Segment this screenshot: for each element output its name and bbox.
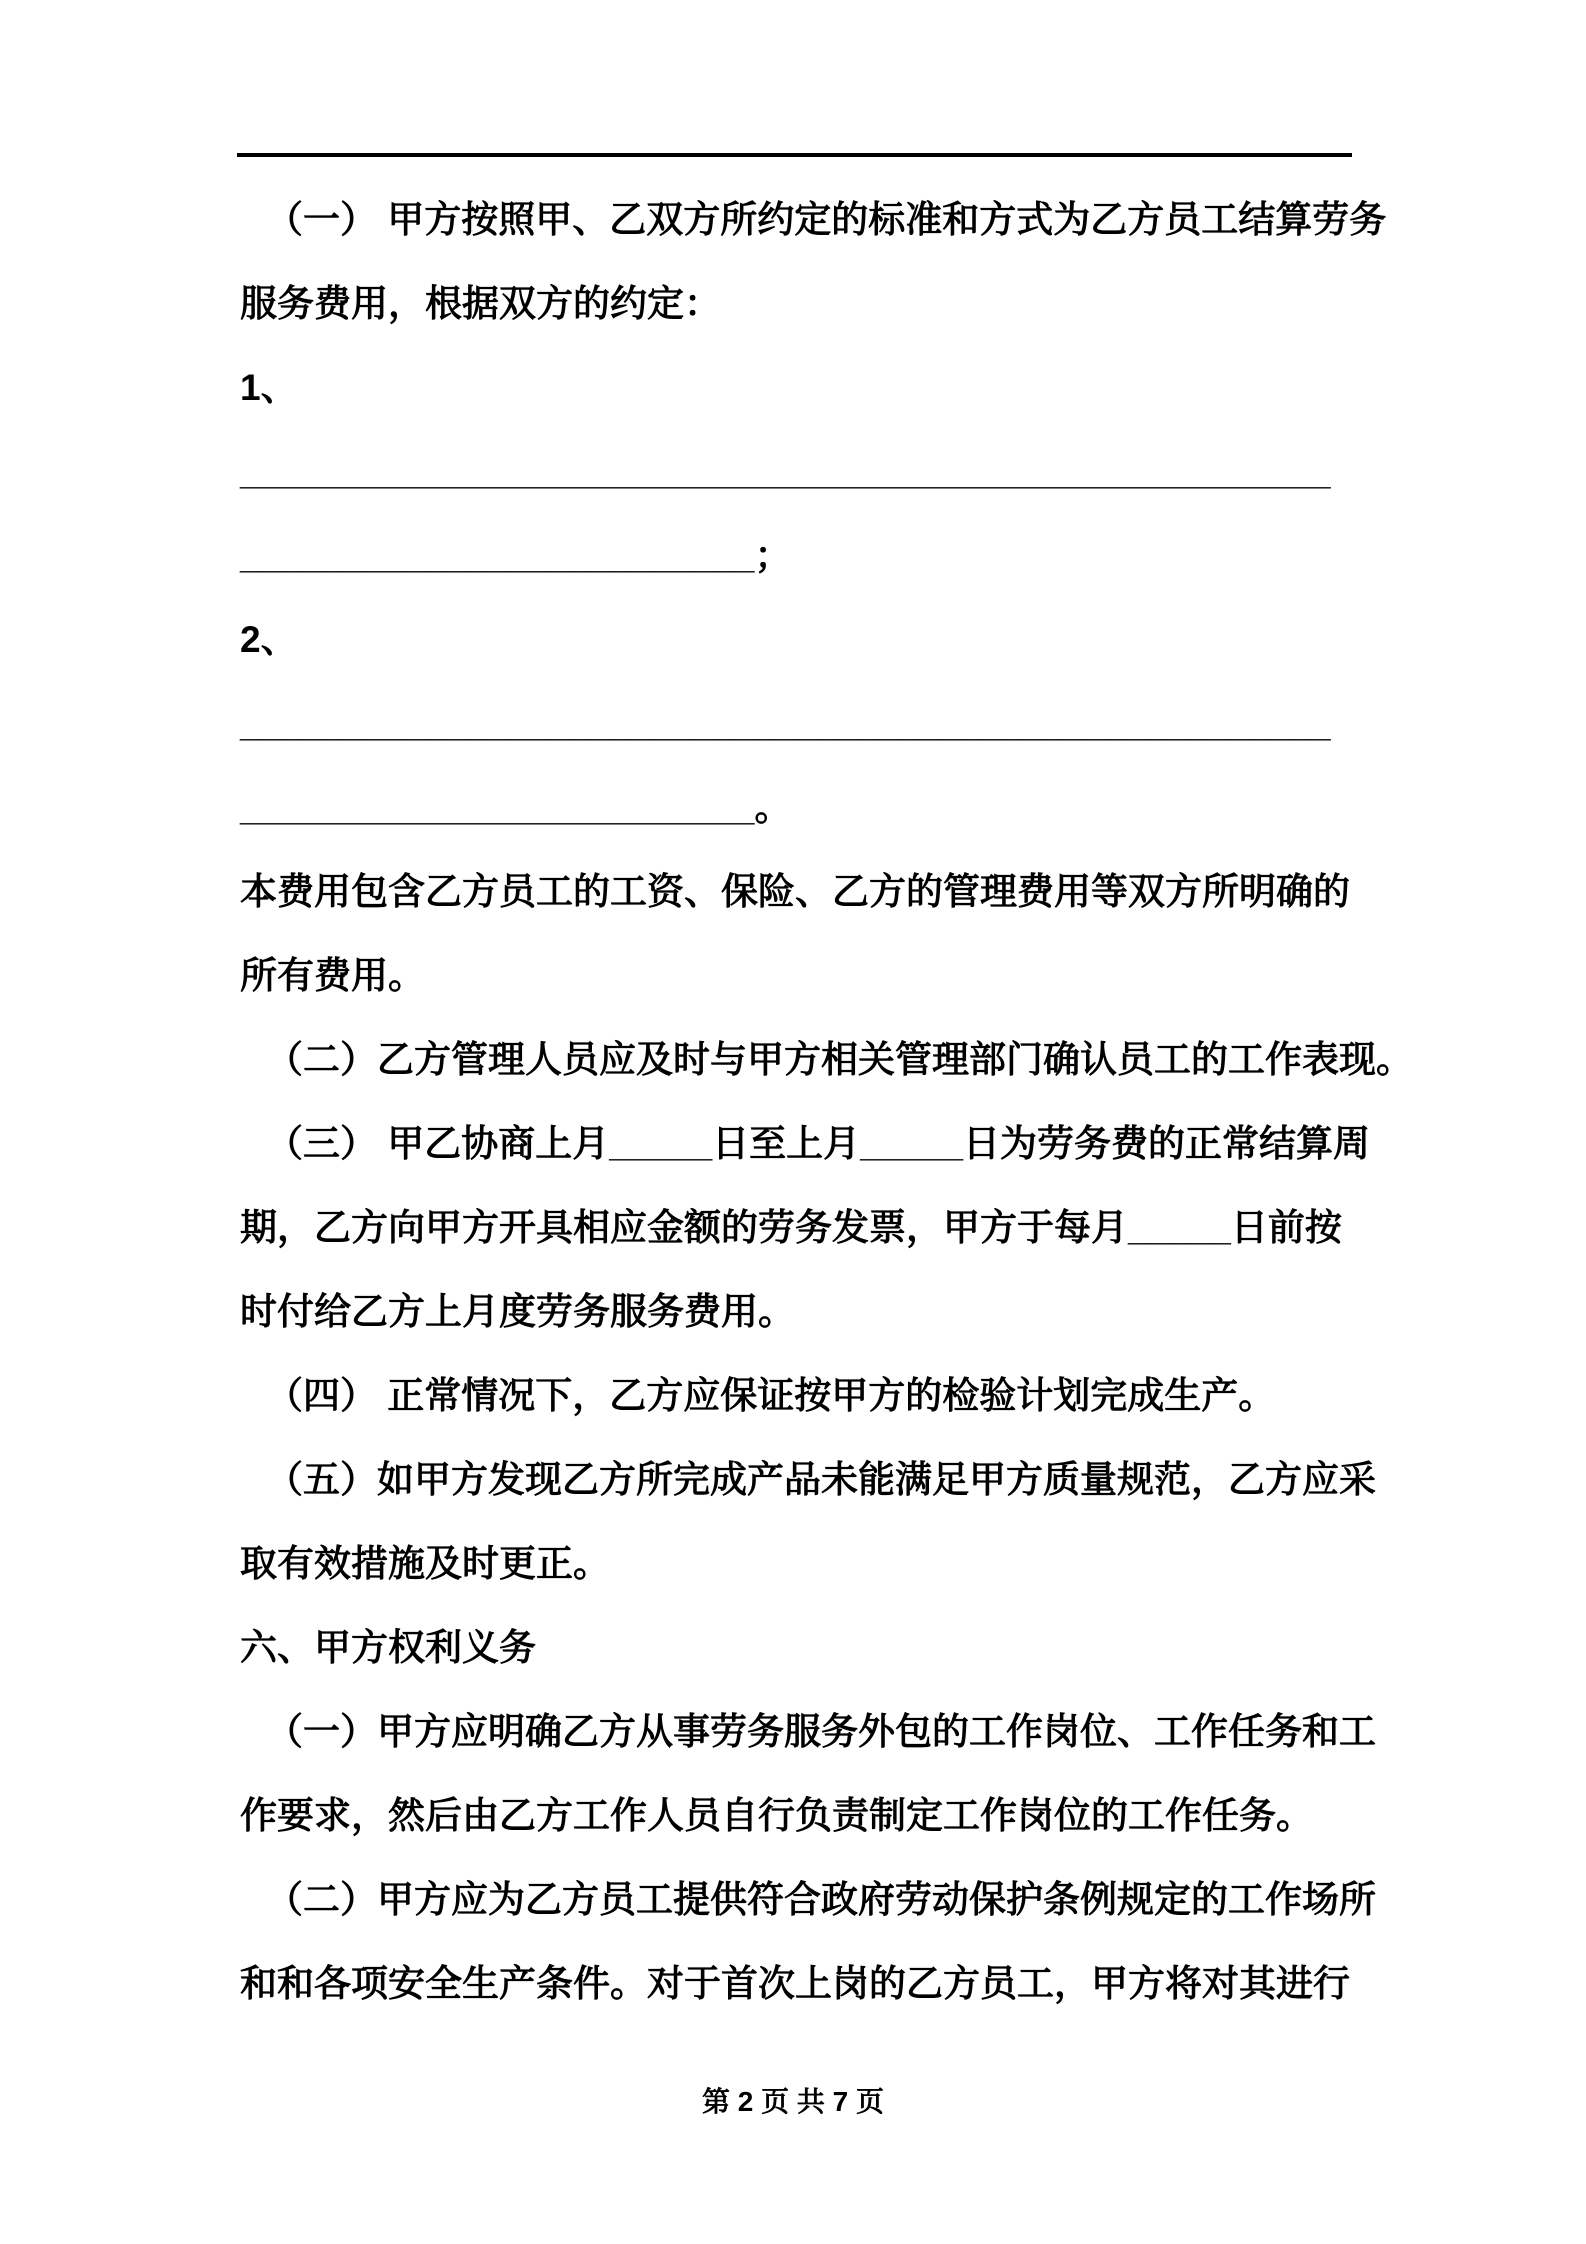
text-line: 作要求，然后由乙方工作人员自行负责制定工作岗位的工作任务。 xyxy=(240,1795,1313,1836)
page-footer: 第 2 页 共 7 页 xyxy=(701,2086,885,2117)
text-line: （五）如甲方发现乙方所完成产品未能满足甲方质量规范，乙方应采 xyxy=(266,1459,1376,1500)
text-line: _________________________； xyxy=(240,535,792,576)
text-line: 取有效措施及时更正。 xyxy=(240,1543,610,1584)
text-line: 1、 xyxy=(240,367,298,408)
text-line: _________________________。 xyxy=(240,787,792,828)
text-line: （一）甲方应明确乙方从事劳务服务外包的工作岗位、工作任务和工 xyxy=(266,1711,1376,1752)
text-line: _____________________________________________________ xyxy=(240,451,1331,492)
text-line: 所有费用。 xyxy=(240,955,425,996)
text-line: （二）甲方应为乙方员工提供符合政府劳动保护条例规定的工作场所 xyxy=(266,1879,1376,1920)
text-line: 时付给乙方上月度劳务服务费用。 xyxy=(240,1291,795,1332)
text-line: 和和各项安全生产条件。对于首次上岗的乙方员工，甲方将对其进行 xyxy=(240,1963,1350,2004)
text-line: （一） 甲方按照甲、乙双方所约定的标准和方式为乙方员工结算劳务 xyxy=(266,199,1387,240)
text-line: （三） 甲乙协商上月_____日至上月_____日为劳务费的正常结算周 xyxy=(266,1123,1371,1164)
document-body xyxy=(240,178,1413,2026)
text-line: 期，乙方向甲方开具相应金额的劳务发票，甲方于每月_____日前按 xyxy=(240,1207,1342,1248)
header-rule xyxy=(237,153,1352,157)
text-line: 服务费用，根据双方的约定： xyxy=(240,283,721,324)
text-line: 本费用包含乙方员工的工资、保险、乙方的管理费用等双方所明确的 xyxy=(240,871,1350,912)
text-line: （二）乙方管理人员应及时与甲方相关管理部门确认员工的工作表现。 xyxy=(266,1039,1413,1080)
text-line: 六、甲方权利义务 xyxy=(240,1627,536,1668)
text-line: 2、 xyxy=(240,619,298,660)
text-line: _____________________________________________________ xyxy=(240,703,1331,744)
text-line: （四） 正常情况下，乙方应保证按甲方的检验计划完成生产。 xyxy=(266,1375,1276,1416)
